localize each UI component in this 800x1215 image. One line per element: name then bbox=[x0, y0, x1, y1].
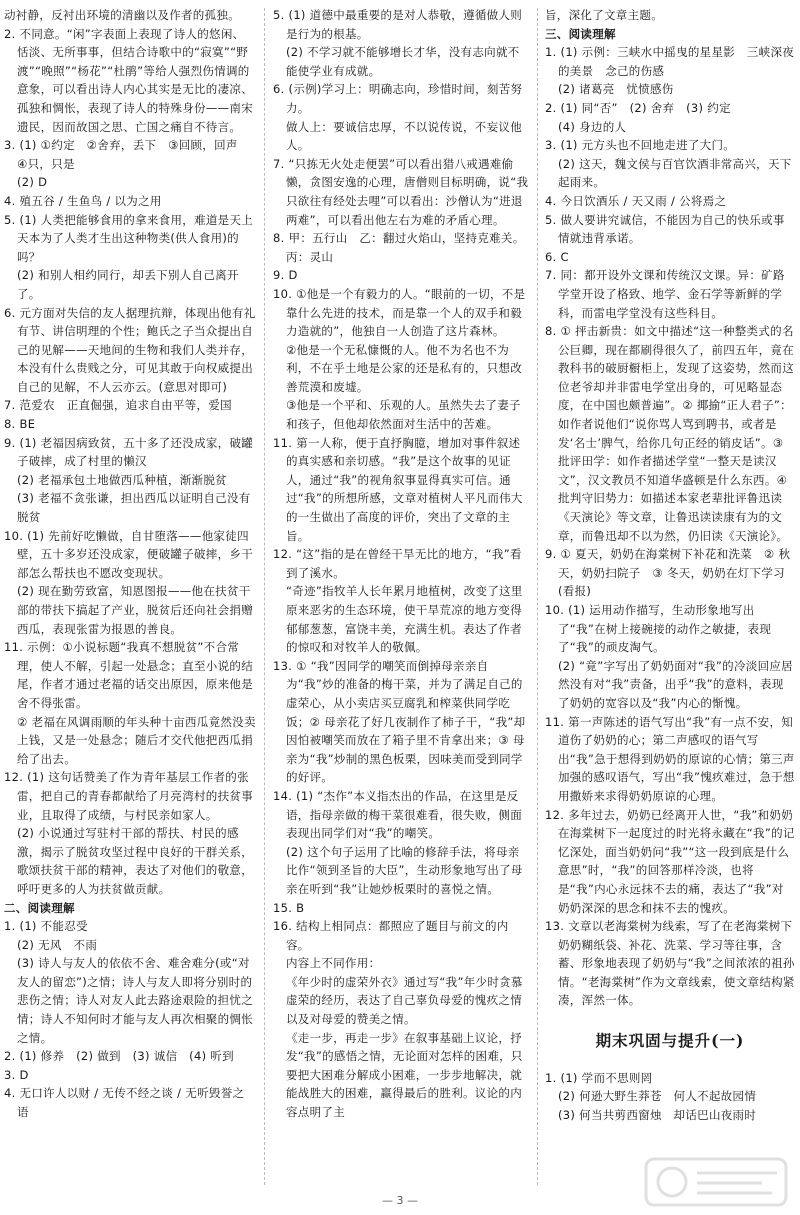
answer-paragraph: 3. (1) 元方头也不回地走进了大门。 bbox=[545, 138, 736, 153]
answer-paragraph: 8. BE bbox=[4, 417, 36, 432]
answer-paragraph: (2) 和别人相约同行，却丢下别人自己离开了。 bbox=[17, 268, 239, 301]
answer-paragraph: 3. (1) ①约定 ②舍弃，丢下 ③回顾，回声 ④只，只是 bbox=[4, 138, 250, 171]
answer-paragraph: 10. ①他是一个有毅力的人。“眼前的一切，不是靠什么先进的技术，而是靠一个人的双手和毅力造就的”，他独自一人创造了这片森林。 bbox=[273, 286, 526, 339]
answer-paragraph: 13. 文章以老海棠树为线索，写了在老海棠树下奶奶糊纸袋、补花、洗菜、学习等往事，含蓄、形象地表现了奶奶与“我”之间浓浓的祖孙情。“老海棠树”作为文章线索，使文章结构紧凑，浑然一体。 bbox=[545, 919, 795, 1008]
section-heading: 三、阅读理解 bbox=[545, 26, 616, 41]
answer-paragraph: 16. 结构上相同点：都照应了题目与前文的内容。 bbox=[273, 919, 509, 952]
answer-paragraph: 6. 元方面对失信的友人据理抗辩，体现出他有礼有节、讲信明理的个性；鲍氏之子当众提出自己的见解——天地间的生物和我们人类并存，本没有什么贵贱之分，可见其敢于向权威提出自己的见解，不人云亦云。(意思对即可) bbox=[4, 305, 256, 394]
answer-paragraph: 11. 第一声陈述的语气写出“我”有一点不安，知道伤了奶奶的心；第二声感叹的语气写出“我”急于想得到奶奶的原谅的心情；第三声加强的感叹语气，写出“我”愧疚难过，急于想用撒娇来求得奶奶原谅的心理。 bbox=[545, 714, 795, 803]
answer-paragraph: 7. 范爱农 正直倔强，追求自由平等，爱国 bbox=[4, 398, 232, 413]
answer-paragraph: 1. (1) 不能忍受 bbox=[4, 919, 88, 934]
answer-paragraph: 15. B bbox=[273, 900, 305, 915]
answer-paragraph: 2. (1) 修养 (2) 做到 (3) 诚信 (4) 听到 bbox=[4, 1049, 234, 1064]
answer-paragraph: 8. 甲：五行山 乙：翻过火焰山，坚持克难关。丙：灵山 bbox=[273, 231, 525, 264]
answer-paragraph: 做人上：要诚信忠厚，不以说传说，不妄议他人。 bbox=[286, 119, 522, 153]
answer-paragraph: 12. (1) 这句话赞美了作为青年基层工作者的张雷，把自己的青春都献给了月亮湾村的扶贫事业，且取得了成绩，与村民亲如家人。 bbox=[4, 770, 253, 822]
column-right bbox=[545, 6, 795, 1189]
answer-paragraph: 《年少时的虚荣外衣》通过写“我”年少时贪慕虚荣的经历，表达了自己辜负母爱的愧疚之情以及对母爱的赞美之情。 bbox=[286, 974, 523, 1027]
answer-paragraph: 内容上不同作用： bbox=[286, 956, 381, 971]
answer-paragraph: 6. (示例)学习上：明确志向，珍惜时间，刻苦努力。 bbox=[273, 82, 523, 115]
answer-paragraph: 2. 不同意。“闲”字表面上表现了诗人的悠闲、恬淡、无所事事，但结合诗歌中的“寂寞”“野渡”“晚照”“杨花”“杜鹃”等给人强烈伤情调的意象，可以看出诗人内心其实是无比的凄凉、孤独和惆怅，表现了诗人的特殊身份——南宋遗民，因而故国之思、亡国之痛自不待言。 bbox=[4, 26, 253, 134]
answer-paragraph: 11. 第一人称，便于直抒胸臆，增加对事件叙述的真实感和亲切感。“我”是这个故事的见证人，通过“我”的视角叙事显得真实可信。通过“我”的所想所感，文章对植树人平凡而伟大的一生做出了高度的评价，突出了文章的主旨。 bbox=[273, 435, 523, 543]
answer-paragraph: 8. ① 抨击新贵：如文中描述“这一种整类式的名公巨卿，现在都刷得很久了，前四五年，竟在教科书的破厨橱柜上，发现了这姿势，然而这位老爷却并非雷电学堂出身的，可见略显态度，在中国也颇普遍”。② 揶揄“正人君子”：如作者说他们“说你骂人骂到聘书，或者是发‘名士’脾气，给你几句正经的销皮话”。③ 批评田学：如作者描述学堂“一整天是读汉文”，汉文教员不知道华盛顿是什么东西。④ 批判守旧势力：如描述本家老辈批评鲁迅读《天演论》等文章，让鲁迅读读康有为的文章，而鲁迅却不以为然，仍旧读《天演论》。 bbox=[545, 324, 794, 543]
column-divider bbox=[264, 8, 265, 1185]
answer-paragraph: 13. ① “我”因同学的嘲笑而倒掉母亲亲自为“我”炒的准备的梅干菜，并为了满足自己的虚荣心，从小卖店买豆腐乳和榨菜供同学吃饭；② 母亲花了好几夜制作了柿子干，“我”却因怕被嘲笑而放在了箱子里不肯拿出来；③ 母亲为“我”炒制的黑色板栗，因味美而受到同学的好评。 bbox=[273, 658, 526, 785]
answer-paragraph: (4) 身边的人 bbox=[558, 119, 627, 134]
answer-paragraph: (3) 诗人与友人的依依不舍、难舍难分(或“对友人的留恋”)之情；诗人与友人即将分别时的悲伤之情；诗人对友人此去路途艰险的担忧之情；诗人不知何时才能与友人再次相聚的惆怅之情。 bbox=[17, 956, 253, 1045]
column-divider bbox=[537, 8, 538, 1185]
answer-paragraph: 《走一步，再走一步》在叙事基础上议论，抒发“我”的感悟之情，无论面对怎样的困难，只要把大困难分解成小困难，一步步地解决，就能战胜大的困难，赢得最后的胜利。议论的内容点明了主 bbox=[286, 1030, 523, 1120]
answer-paragraph: 6. C bbox=[545, 249, 569, 264]
answer-paragraph: (2) D bbox=[17, 175, 48, 190]
answer-stamp-icon bbox=[642, 1153, 792, 1213]
page-number: — 3 — bbox=[382, 1194, 418, 1207]
column-left bbox=[4, 6, 256, 1189]
answer-paragraph: (2) 这个句子运用了比喻的修辞手法，将母亲比作“领到圣旨的大臣”，生动形象地写出了母亲在听到“我”让她炒板栗时的喜悦之情。 bbox=[286, 844, 523, 896]
answer-paragraph: 1. (1) 学而不思则罔 bbox=[545, 1070, 653, 1085]
answer-paragraph: 1. (1) 示例：三峡水中摇曳的星星影 三峡深夜的美景 念己的伤感 bbox=[545, 45, 795, 78]
answer-paragraph: 4. 无口许人以财 / 无传不经之谈 / 无听毁誉之语 bbox=[4, 1086, 245, 1120]
answer-paragraph: (2) 现在勤劳致富，知恩图报——他在扶贫干部的带扶下搞起了产业，脱贫后还向社会捐赠西瓜，表现张雷为报恩的善良。 bbox=[17, 584, 253, 636]
answer-paragraph: (2) 这天，魏文侯与百官饮酒非常高兴，天下起雨来。 bbox=[558, 156, 792, 190]
answer-paragraph: 10. (1) 运用动作描写，生动形象地写出了“我”在树上接碗接的动作之敏捷，表现了“我”的顽皮淘气。 bbox=[545, 603, 772, 655]
answer-paragraph: 5. 做人要讲究诚信，不能因为自己的快乐或事情就违背承诺。 bbox=[545, 212, 785, 246]
section-heading: 二、阅读理解 bbox=[4, 900, 75, 915]
column-middle bbox=[273, 6, 531, 1189]
answer-paragraph: 5. (1) 人类把能够食用的拿来食用，难道是天上天本为了人类才生出这种物类(供人食用)的吗？ bbox=[4, 212, 254, 264]
answer-paragraph: ② 老福在风调雨顺的年头种十亩西瓜竟然没卖上钱，又是一处悬念；随后才交代他把西瓜捐给了出去。 bbox=[17, 714, 256, 766]
answer-paragraph: 9. ① 夏天，奶奶在海棠树下补花和洗菜 ② 秋天，奶奶扫院子 ③ 冬天，奶奶在灯下学习(看报) bbox=[545, 547, 791, 599]
answer-paragraph: 9. D bbox=[273, 268, 298, 283]
answer-paragraph: 旨，深化了文章主题。 bbox=[545, 8, 663, 22]
answer-paragraph: “奇迹”指牧羊人长年累月地植树，改变了这里原来恶劣的生态环境，使干旱荒凉的地方变得郁郁葱葱，富饶丰美，充满生机。表达了作者的惊叹和对牧羊人的敬佩。 bbox=[286, 584, 523, 655]
answer-paragraph: 2. (1) 同“否” (2) 舍弃 (3) 约定 bbox=[545, 100, 731, 115]
answer-paragraph: 9. (1) 老福因病致贫，五十多了还没成家，破罐子破摔，成了村里的懒汉 bbox=[4, 435, 254, 469]
answer-paragraph: 7. 同：都开设外文课和传统汉文课。异：矿路学堂开设了格致、地学、金石学等新鲜的学科，而雷电学堂没有这些科目。 bbox=[545, 268, 785, 320]
answer-paragraph: (3) 老福不贪张谦，担出西瓜以证明自己没有脱贫 bbox=[17, 491, 251, 525]
answer-paragraph: (2) “竟”字写出了奶奶面对“我”的冷淡回应居然没有对“我”责备，出乎“我”的意料，表现了奶奶的宽容以及“我”内心的惭愧。 bbox=[558, 658, 793, 710]
answer-paragraph: (2) 小说通过写驻村干部的帮扶、村民的感激，揭示了脱贫攻坚过程中良好的干群关系，歌颂扶贫干部的精神，表达了对他们的敬意，呼吁更多的人为扶贫做贡献。 bbox=[17, 826, 253, 896]
answer-paragraph: (2) 诸葛亮 忧愤感伤 bbox=[558, 82, 674, 97]
answer-paragraph: (2) 无风 不雨 bbox=[17, 937, 98, 952]
answer-paragraph: 3. D bbox=[4, 1067, 29, 1082]
answer-paragraph: 5. (1) 道德中最重要的是对人恭敬，遵循做人则是行为的根基。 bbox=[273, 8, 523, 41]
section-title: 期末巩固与提升(一) bbox=[595, 1031, 745, 1051]
answer-paragraph: 4. 今日饮酒乐 / 天又雨 / 公将焉之 bbox=[545, 193, 727, 208]
answer-paragraph: (2) 不学习就不能够增长才华，没有志向就不能使学业有成就。 bbox=[286, 45, 520, 78]
answer-paragraph: 动衬静，反衬出环境的清幽以及作者的孤独。 bbox=[4, 8, 240, 22]
answer-paragraph: (2) 何逊大野生莽苍 何人不起故园情 bbox=[558, 1089, 757, 1104]
answer-paragraph: 11. 示例：①小说标题“我真不想脱贫”不合常理，使人不解，引起一处悬念；直至小说的结尾，作者才通过老福的话交出原因，原来他是舍不得张雷。 bbox=[4, 640, 253, 710]
answer-paragraph: 12. “这”指的是在曾经干旱无比的地方，“我”看到了溪水。 bbox=[273, 547, 522, 580]
answer-paragraph: 14. (1) “杰作”本义指杰出的作品，在这里是反语，指母亲做的梅干菜很难看，很失败，侧面表现出同学们对“我”的嘲笑。 bbox=[273, 788, 522, 841]
answer-paragraph: ③他是一个平和、乐观的人。虽然失去了妻子和孩子，但他却依然面对生活中的苦难。 bbox=[286, 398, 521, 432]
answer-paragraph: (2) 老福承包土地做西瓜种植，渐渐脱贫 bbox=[17, 472, 227, 487]
answer-paragraph: (3) 何当共剪西窗烛 却话巴山夜雨时 bbox=[558, 1107, 757, 1122]
answer-paragraph: 4. 殖五谷 / 生鱼鸟 / 以为之用 bbox=[4, 193, 162, 208]
answer-paragraph: 7. “只拣无火处走便罢”可以看出猎八戒遇难偷懒，贪图安逸的心理，唐僧则目标明确，说“我只欲往有经处去哩”可以看出：沙僧认为“进退两难”，可以看出他左右为难的矛盾心理。 bbox=[273, 156, 529, 227]
answer-paragraph: 10. (1) 先前好吃懒做，自甘堕落——他家徒四壁，五十多岁还没成家，便破罐子破摔，乡干部怎么帮扶也不愿改变现状。 bbox=[4, 528, 253, 580]
answer-paragraph: ②他是一个无私慷慨的人。他不为名也不为利，不在乎土地是公家的还是私有的，只想改善荒漠和废墟。 bbox=[286, 342, 522, 394]
answer-paragraph: 12. 多年过去，奶奶已经离开人世，“我”和奶奶在海棠树下一起度过的时光将永藏在“我”的记忆深处，面当奶奶问“我”“这一段到底是什么意思”时，“我”的回答那样冷淡，也将是“我”内心永远抹不去的痛，表达了“我”对奶奶深深的思念和抹不去的愧疚。 bbox=[545, 807, 795, 915]
